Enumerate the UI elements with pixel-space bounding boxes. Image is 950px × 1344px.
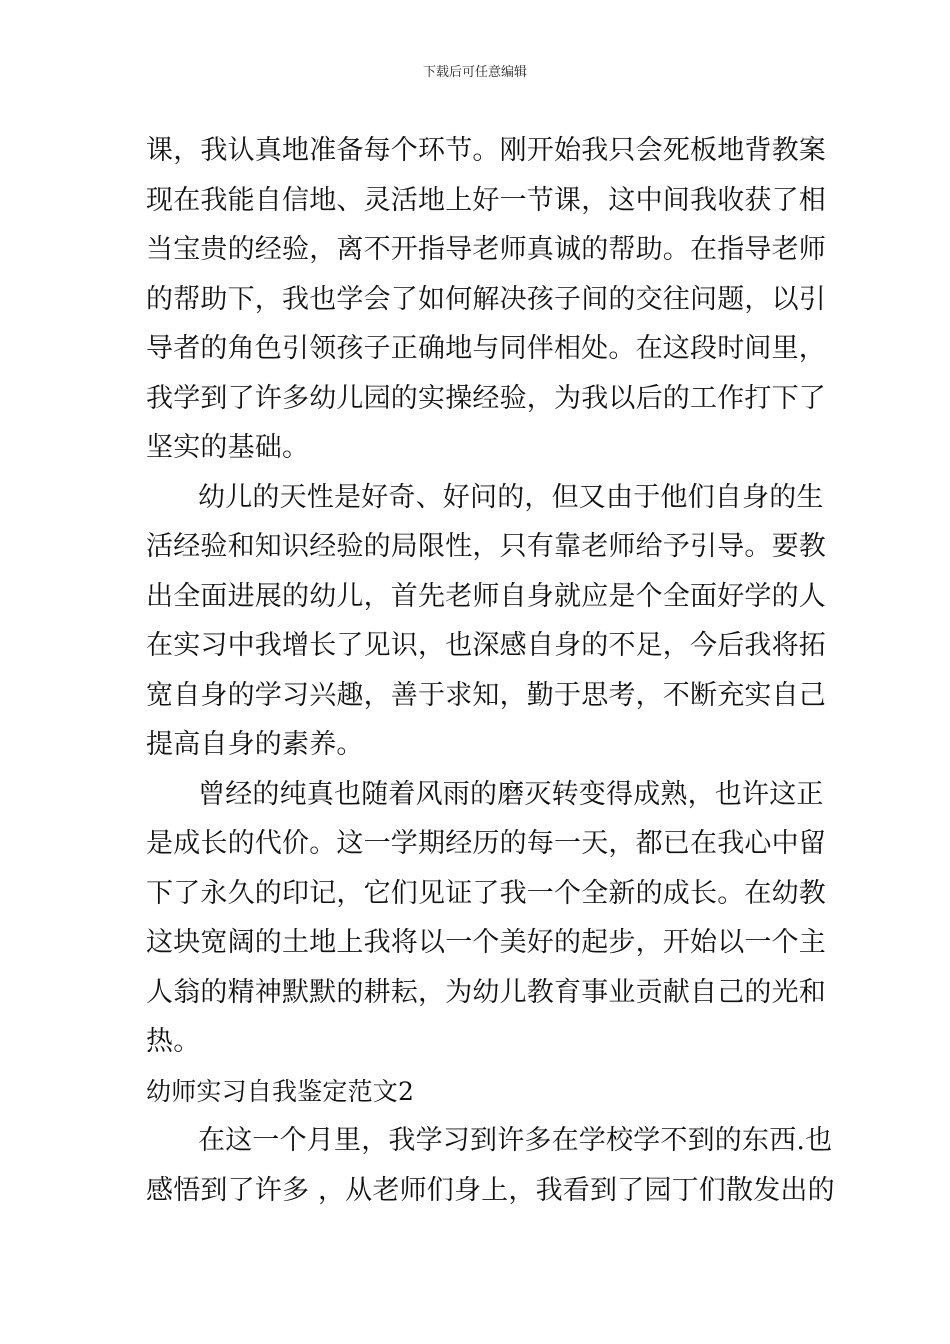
text-line: 在这一个月里，我学习到许多在学校学不到的东西.也 [198,1125,833,1156]
text-line: 感悟到了许多 ，从老师们身上，我看到了园丁们散发出的 [146,1174,835,1206]
text-line: 热。 [146,1026,201,1057]
document-body [146,126,835,1215]
text-line: 人翁的精神默默的耕耘，为幼儿教育事业贡献自己的光和 [146,976,826,1008]
text-line: 坚实的基础。 [146,432,310,463]
text-line: 的帮助下，我也学会了如何解决孩子间的交往问题，以引 [146,283,826,315]
page-header-note: 下载后可任意编辑 [422,65,527,80]
text-line: 现在我能自信地、灵活地上好一节课，这中间我收获了相 [146,184,826,216]
text-line: 导者的角色引领孩子正确地与同伴相处。在这段时间里， [146,333,826,364]
text-line: 这块宽阔的土地上我将以一个美好的起步，开始以一个主 [146,927,826,958]
text-line: 是成长的代价。这一学期经历的每一天，都已在我心中留 [146,828,826,859]
text-line: 幼儿的天性是好奇、好问的，但又由于他们自身的生 [198,481,824,513]
text-line: 下了永久的印记，它们见证了我一个全新的成长。在幼教 [146,877,826,909]
text-line: 出全面进展的幼儿，首先老师自身就应是个全面好学的人 [146,580,826,612]
text-line: 曾经的纯真也随着风雨的磨灭转变得成熟，也许这正 [198,778,824,810]
section-heading: 幼师实习自我鉴定范文2 [146,1076,415,1106]
text-line: 在实习中我增长了见识，也深感自身的不足，今后我将拓 [146,630,826,661]
text-line: 活经验和知识经验的局限性，只有靠老师给予引导。要教 [146,531,826,562]
text-line: 提高自身的素养。 [146,729,364,760]
text-line: 我学到了许多幼儿园的实操经验，为我以后的工作打下了 [146,382,826,414]
text-line: 当宝贵的经验，离不开指导老师真诚的帮助。在指导老师 [146,234,826,265]
text-line: 宽自身的学习兴趣，善于求知，勤于思考，不断充实自己 [146,679,826,711]
text-line: 课，我认真地准备每个环节。刚开始我只会死板地背教案 [146,135,826,166]
